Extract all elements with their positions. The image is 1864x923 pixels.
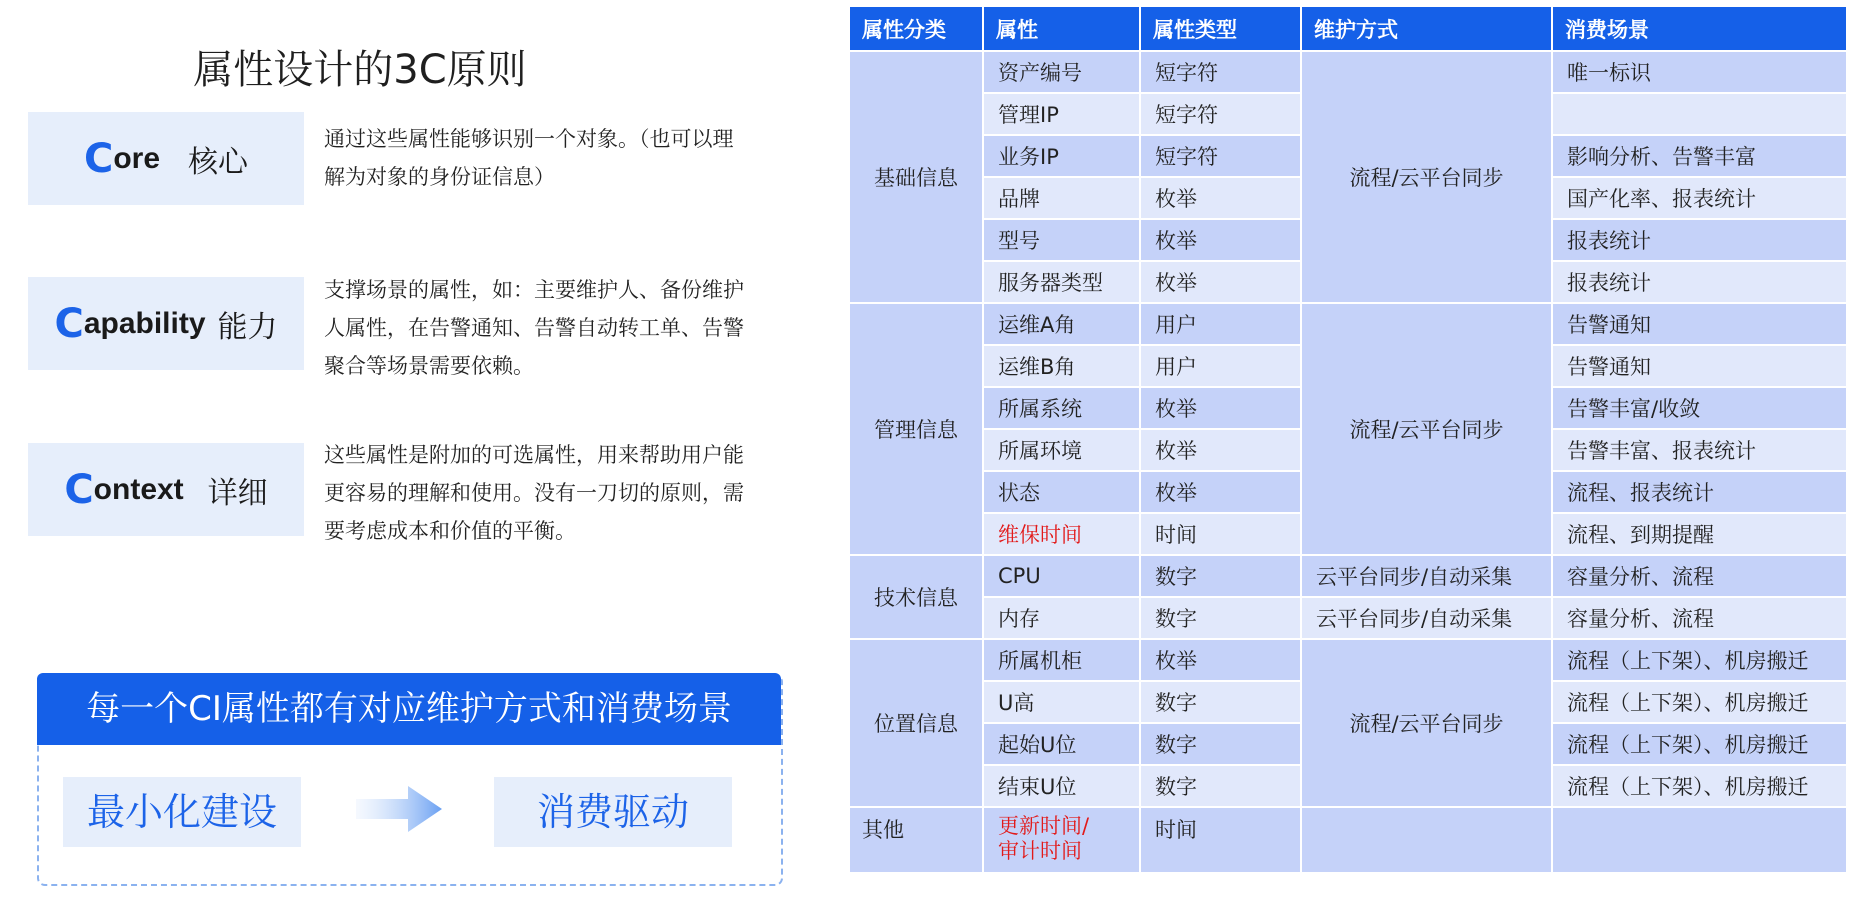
principle-context-desc: 这些属性是附加的可选属性，用来帮助用户能更容易的理解和使用。没有一刀切的原则，需要考虑成本和价值的平衡。: [324, 443, 744, 543]
attribute-cell: 品牌: [983, 177, 1140, 219]
usage-cell: 告警丰富、报表统计: [1552, 429, 1847, 471]
type-cell: 短字符: [1140, 51, 1301, 93]
attribute-cell: 服务器类型: [983, 261, 1140, 303]
minimal-build-pill: 最小化建设: [63, 777, 301, 847]
usage-cell: 报表统计: [1552, 261, 1847, 303]
usage-cell: 国产化率、报表统计: [1552, 177, 1847, 219]
type-cell: 枚举: [1140, 261, 1301, 303]
type-cell: 用户: [1140, 345, 1301, 387]
type-cell: 时间: [1140, 807, 1301, 873]
usage-cell: 流程（上下架）、机房搬迁: [1552, 681, 1847, 723]
category-cell: 其他: [849, 807, 983, 873]
principle-capability-desc: 支撑场景的属性，如：主要维护人、备份维护人属性，在告警通知、告警自动转工单、告警聚合等场景需要依赖。: [324, 278, 744, 378]
maintenance-cell: 流程/云平台同步: [1301, 303, 1552, 555]
consumption-driven-pill: 消费驱动: [494, 777, 732, 847]
type-cell: 数字: [1140, 681, 1301, 723]
principle-letter: C: [64, 466, 94, 513]
usage-cell: 流程、到期提醒: [1552, 513, 1847, 555]
category-cell: 管理信息: [849, 303, 983, 555]
header-type: 属性类型: [1140, 6, 1301, 51]
attribute-cell: 内存: [983, 597, 1140, 639]
table-row: [849, 303, 1847, 345]
principle-context: [28, 443, 304, 536]
usage-cell: 告警通知: [1552, 303, 1847, 345]
category-cell: 技术信息: [849, 555, 983, 639]
arrow-right-icon: [356, 786, 442, 832]
type-cell: 数字: [1140, 597, 1301, 639]
principle-cn: 详细: [207, 475, 268, 511]
attribute-cell: 运维A角: [983, 303, 1140, 345]
maintenance-cell: 流程/云平台同步: [1301, 51, 1552, 303]
attribute-cell: 所属机柜: [983, 639, 1140, 681]
type-cell: 枚举: [1140, 639, 1301, 681]
banner-title: 每一个CI属性都有对应维护方式和消费场景: [37, 673, 781, 745]
table-row: [849, 807, 1847, 873]
type-cell: 短字符: [1140, 93, 1301, 135]
attribute-cell: 型号: [983, 219, 1140, 261]
principle-capability: [28, 277, 304, 370]
maintenance-cell: 云平台同步/自动采集: [1301, 597, 1552, 639]
table-row: [849, 555, 1847, 597]
principle-word: ontext: [93, 472, 184, 506]
table-row: [849, 639, 1847, 681]
attribute-cell: 管理IP: [983, 93, 1140, 135]
principle-cn: 核心: [188, 144, 249, 180]
attribute-cell: 结束U位: [983, 765, 1140, 807]
type-cell: 枚举: [1140, 219, 1301, 261]
principle-cn: 能力: [217, 309, 278, 345]
usage-cell: 容量分析、流程: [1552, 597, 1847, 639]
category-cell: 位置信息: [849, 639, 983, 807]
attribute-cell: 业务IP: [983, 135, 1140, 177]
attribute-cell: 起始U位: [983, 723, 1140, 765]
attribute-cell: 所属系统: [983, 387, 1140, 429]
attribute-cell: 所属环境: [983, 429, 1140, 471]
type-cell: 数字: [1140, 765, 1301, 807]
usage-cell: 容量分析、流程: [1552, 555, 1847, 597]
principle-word: apability: [83, 306, 206, 340]
header-maintenance: 维护方式: [1301, 6, 1552, 51]
type-cell: 枚举: [1140, 471, 1301, 513]
table-row: [849, 597, 1847, 639]
attribute-cell: 状态: [983, 471, 1140, 513]
usage-cell: 告警通知: [1552, 345, 1847, 387]
type-cell: 枚举: [1140, 387, 1301, 429]
maintenance-cell: [1301, 807, 1552, 873]
header-attribute: 属性: [983, 6, 1140, 51]
attribute-cell: U高: [983, 681, 1140, 723]
usage-cell: 流程、报表统计: [1552, 471, 1847, 513]
usage-cell: 流程（上下架）、机房搬迁: [1552, 723, 1847, 765]
principle-word: ore: [113, 141, 161, 175]
attribute-cell-highlight: [983, 807, 1140, 873]
maintenance-cell: 流程/云平台同步: [1301, 639, 1552, 807]
type-cell: 数字: [1140, 555, 1301, 597]
usage-cell: 告警丰富/收敛: [1552, 387, 1847, 429]
header-category: 属性分类: [849, 6, 983, 51]
type-cell: 枚举: [1140, 429, 1301, 471]
table-row: [849, 51, 1847, 93]
usage-cell: 唯一标识: [1552, 51, 1847, 93]
attribute-cell: 运维B角: [983, 345, 1140, 387]
type-cell: 用户: [1140, 303, 1301, 345]
usage-cell: [1552, 93, 1847, 135]
maintenance-cell: 云平台同步/自动采集: [1301, 555, 1552, 597]
usage-cell: 流程（上下架）、机房搬迁: [1552, 639, 1847, 681]
type-cell: 枚举: [1140, 177, 1301, 219]
attribute-cell: CPU: [983, 555, 1140, 597]
usage-cell: [1552, 807, 1847, 873]
attribute-line-1: 更新时间/: [998, 814, 1090, 838]
header-usage: 消费场景: [1552, 6, 1847, 51]
type-cell: 短字符: [1140, 135, 1301, 177]
type-cell: 数字: [1140, 723, 1301, 765]
usage-cell: 流程（上下架）、机房搬迁: [1552, 765, 1847, 807]
attribute-table: [848, 5, 1848, 874]
usage-cell: 报表统计: [1552, 219, 1847, 261]
usage-cell: 影响分析、告警丰富: [1552, 135, 1847, 177]
table-header-row: [849, 6, 1847, 51]
page-title: 属性设计的3C原则: [193, 47, 527, 93]
principle-letter: C: [54, 300, 84, 347]
attribute-cell-highlight: 维保时间: [983, 513, 1140, 555]
category-cell: 基础信息: [849, 51, 983, 303]
attribute-cell: 资产编号: [983, 51, 1140, 93]
principle-core-desc: 通过这些属性能够识别一个对象。（也可以理解为对象的身份证信息）: [324, 127, 734, 189]
type-cell: 时间: [1140, 513, 1301, 555]
principle-letter: C: [83, 135, 114, 182]
attribute-line-2: 审计时间: [998, 839, 1082, 863]
principle-core: [28, 112, 304, 205]
